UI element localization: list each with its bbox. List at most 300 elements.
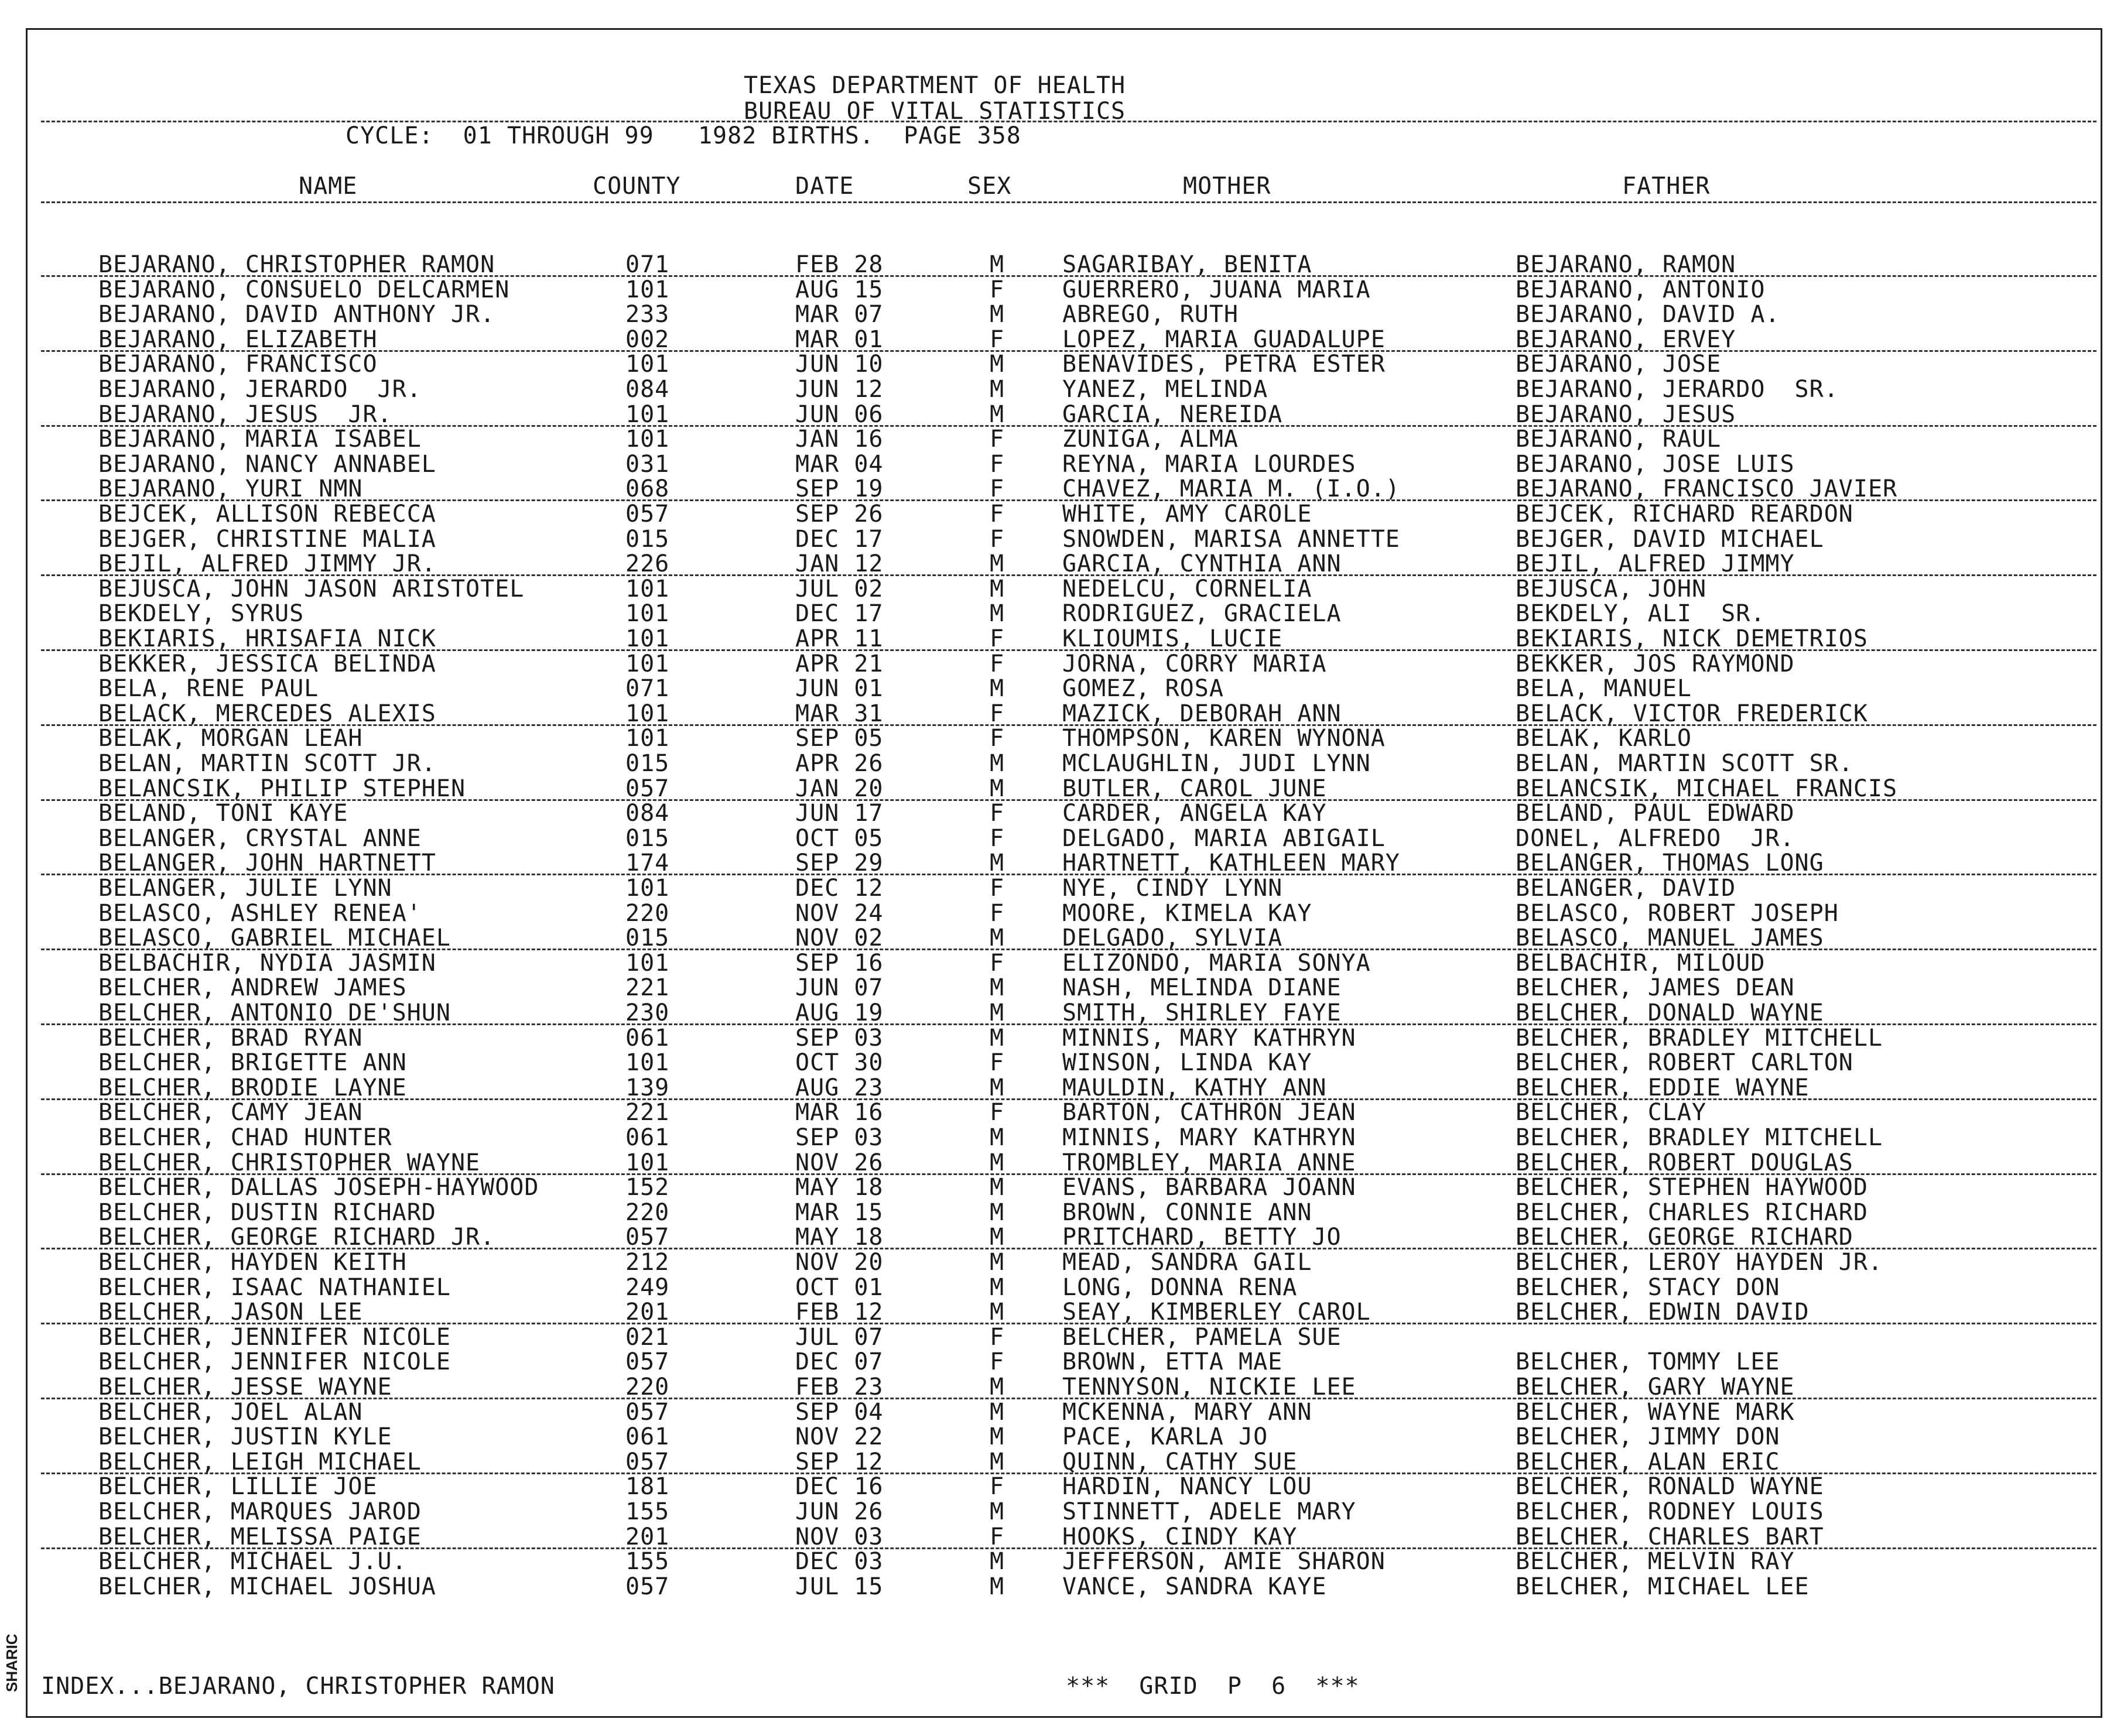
cell-name: BELASCO, GABRIEL MICHAEL (98, 925, 451, 952)
cell-father: BELCHER, LEROY HAYDEN JR. (1516, 1249, 1883, 1276)
cell-name: BELAK, MORGAN LEAH (98, 725, 363, 752)
cell-name: BELANGER, JOHN HARTNETT (98, 850, 436, 877)
cell-name: BELCHER, LILLIE JOE (98, 1473, 378, 1501)
cell-date: NOV 26 (795, 1149, 884, 1176)
cell-father: BELCHER, BRADLEY MITCHELL (1516, 1024, 1883, 1052)
cell-mother: MCLAUGHLIN, JUDI LYNN (1062, 750, 1371, 777)
table-row (0, 352, 2124, 377)
cell-mother: YANEZ, MELINDA (1062, 376, 1268, 403)
cell-mother: WHITE, AMY CAROLE (1062, 501, 1312, 528)
cell-county: 057 (625, 775, 670, 802)
cell-name: BELANGER, CRYSTAL ANNE (98, 824, 422, 852)
table-row (0, 727, 2124, 751)
cell-father: BEJARANO, RAMON (1516, 251, 1736, 278)
cell-name: BEJGER, CHRISTINE MALIA (98, 525, 436, 553)
cell-sex: F (990, 1348, 1005, 1376)
cell-county: 101 (625, 400, 670, 428)
cell-mother: BELCHER, PAMELA SUE (1062, 1323, 1342, 1351)
cell-father: BELCHER, RONALD WAYNE (1516, 1473, 1824, 1501)
cell-county: 174 (625, 850, 670, 877)
cell-sex: F (990, 1049, 1005, 1077)
table-row (0, 652, 2124, 677)
cell-sex: F (990, 725, 1005, 752)
cell-mother: NYE, CINDY LYNN (1062, 875, 1283, 902)
cell-county: 155 (625, 1548, 670, 1576)
cell-county: 233 (625, 301, 670, 328)
cell-mother: MINNIS, MARY KATHRYN (1062, 1024, 1356, 1052)
cell-sex: F (990, 426, 1005, 453)
cell-mother: BENAVIDES, PETRA ESTER (1062, 351, 1386, 378)
cell-mother: GARCIA, NEREIDA (1062, 400, 1283, 428)
cell-date: MAY 18 (795, 1224, 884, 1251)
cell-sex: M (990, 1374, 1005, 1401)
cell-mother: ABREGO, RUTH (1062, 301, 1239, 328)
cell-date: DEC 17 (795, 600, 884, 628)
cell-date: FEB 23 (795, 1374, 884, 1401)
cell-father: BELCHER, RODNEY LOUIS (1516, 1498, 1824, 1525)
cell-sex: M (990, 850, 1005, 877)
cell-name: BEKKER, JESSICA BELINDA (98, 650, 436, 677)
cell-county: 002 (625, 326, 670, 353)
cell-sex: F (990, 625, 1005, 652)
cell-name: BELCHER, JENNIFER NICOLE (98, 1348, 451, 1376)
cell-county: 101 (625, 276, 670, 303)
table-row (0, 328, 2124, 352)
cell-name: BELCHER, JOEL ALAN (98, 1398, 363, 1426)
cell-name: BELCHER, LEIGH MICHAEL (98, 1448, 422, 1475)
cell-county: 221 (625, 1099, 670, 1126)
cell-father: BEJUSCA, JOHN (1516, 575, 1707, 602)
cell-father: BELCHER, JAMES DEAN (1516, 974, 1795, 1002)
table-row (0, 502, 2124, 527)
cell-sex: M (990, 1224, 1005, 1251)
cell-date: DEC 12 (795, 875, 884, 902)
cell-sex: M (990, 376, 1005, 403)
bureau-title: BUREAU OF VITAL STATISTICS (744, 98, 1126, 125)
table-row (0, 851, 2124, 876)
cell-sex: F (990, 650, 1005, 677)
cell-mother: MAULDIN, KATHY ANN (1062, 1074, 1327, 1101)
cell-county: 212 (625, 1249, 670, 1276)
cell-date: MAR 01 (795, 326, 884, 353)
cell-sex: F (990, 475, 1005, 503)
table-row (0, 1176, 2124, 1200)
cell-sex: F (990, 800, 1005, 827)
cell-father: BELCHER, EDDIE WAYNE (1516, 1074, 1810, 1101)
cell-date: JAN 20 (795, 775, 884, 802)
cell-mother: LONG, DONNA RENA (1062, 1273, 1298, 1301)
cell-county: 101 (625, 1149, 670, 1176)
cell-county: 101 (625, 351, 670, 378)
cell-name: BELANCSIK, PHILIP STEPHEN (98, 775, 466, 802)
cell-county: 220 (625, 1199, 670, 1226)
cell-county: 101 (625, 575, 670, 602)
table-row (0, 1500, 2124, 1525)
cell-name: BELCHER, JUSTIN KYLE (98, 1423, 392, 1451)
cell-date: NOV 24 (795, 899, 884, 927)
cell-father: BELANCSIK, MICHAEL FRANCIS (1516, 775, 1898, 802)
cell-sex: F (990, 1099, 1005, 1126)
cell-date: APR 26 (795, 750, 884, 777)
table-row (0, 677, 2124, 701)
table-row (0, 1450, 2124, 1475)
cell-mother: MCKENNA, MARY ANN (1062, 1398, 1312, 1426)
cell-date: JUN 17 (795, 800, 884, 827)
table-row (0, 278, 2124, 303)
cell-sex: M (990, 1249, 1005, 1276)
cell-father: BEJGER, DAVID MICHAEL (1516, 525, 1824, 553)
cell-father: BEJARANO, JOSE (1516, 351, 1722, 378)
cell-father: BELCHER, EDWIN DAVID (1516, 1299, 1810, 1326)
cell-date: JUL 02 (795, 575, 884, 602)
table-row (0, 450, 2124, 478)
column-header-date: DATE (795, 173, 854, 200)
table-row (0, 303, 2124, 327)
cell-father: BELCHER, GARY WAYNE (1516, 1374, 1795, 1401)
table-row (0, 400, 2124, 428)
cell-father: BELCHER, ALAN ERIC (1516, 1448, 1780, 1475)
cell-date: JUN 07 (795, 974, 884, 1002)
cell-date: JAN 16 (795, 426, 884, 453)
cell-sex: M (990, 1273, 1005, 1301)
cell-father: BELCHER, JIMMY DON (1516, 1423, 1780, 1451)
cell-name: BEKIARIS, HRISAFIA NICK (98, 625, 436, 652)
cell-county: 061 (625, 1024, 670, 1052)
cell-sex: F (990, 949, 1005, 977)
cell-mother: DELGADO, MARIA ABIGAIL (1062, 824, 1386, 852)
cell-sex: M (990, 1174, 1005, 1201)
table-row (0, 1425, 2124, 1450)
cell-county: 226 (625, 550, 670, 578)
cell-father: BELCHER, ROBERT CARLTON (1516, 1049, 1853, 1077)
cell-sex: F (990, 450, 1005, 478)
cell-name: BEJARANO, YURI NMN (98, 475, 363, 503)
cell-mother: DELGADO, SYLVIA (1062, 925, 1283, 952)
table-row (0, 1076, 2124, 1101)
cell-father: BELANGER, THOMAS LONG (1516, 850, 1824, 877)
cell-mother: RODRIGUEZ, GRACIELA (1062, 600, 1342, 628)
cell-name: BELCHER, CHAD HUNTER (98, 1124, 392, 1151)
cell-county: 181 (625, 1473, 670, 1501)
cell-sex: M (990, 974, 1005, 1002)
cell-name: BELCHER, DUSTIN RICHARD (98, 1199, 436, 1226)
cell-mother: SAGARIBAY, BENITA (1062, 251, 1312, 278)
table-row (0, 951, 2124, 976)
cell-sex: M (990, 1124, 1005, 1151)
cell-date: MAR 04 (795, 450, 884, 478)
cell-mother: BROWN, ETTA MAE (1062, 1348, 1283, 1376)
table-row (0, 976, 2124, 1001)
cell-father: BELAK, KARLO (1516, 725, 1692, 752)
cell-mother: NASH, MELINDA DIANE (1062, 974, 1342, 1002)
table-row (0, 1525, 2124, 1550)
cell-date: JUN 26 (795, 1498, 884, 1525)
cell-county: 061 (625, 1124, 670, 1151)
table-row (0, 1101, 2124, 1125)
cell-sex: M (990, 750, 1005, 777)
table-row (0, 1151, 2124, 1176)
cell-date: JUL 15 (795, 1573, 884, 1600)
cell-mother: MAZICK, DEBORAH ANN (1062, 700, 1342, 727)
cell-name: BEJIL, ALFRED JIMMY JR. (98, 550, 436, 578)
cell-sex: M (990, 600, 1005, 628)
cell-date: JUL 07 (795, 1323, 884, 1351)
cell-sex: M (990, 251, 1005, 278)
cell-mother: GUERRERO, JUANA MARIA (1062, 276, 1371, 303)
table-row (0, 777, 2124, 802)
cell-name: BELCHER, BRAD RYAN (98, 1024, 363, 1052)
cell-county: 101 (625, 650, 670, 677)
cell-sex: F (990, 899, 1005, 927)
cell-name: BELCHER, ANTONIO DE'SHUN (98, 999, 451, 1026)
cell-date: MAR 07 (795, 301, 884, 328)
table-row (0, 1300, 2124, 1325)
cell-father: BELACK, VICTOR FREDERICK (1516, 700, 1868, 727)
cell-father: BEJARANO, FRANCISCO JAVIER (1516, 475, 1898, 503)
cell-father: BEJARANO, RAUL (1516, 426, 1722, 453)
table-row (0, 1001, 2124, 1026)
cell-date: JUN 10 (795, 351, 884, 378)
cell-mother: ELIZONDO, MARIA SONYA (1062, 949, 1371, 977)
cell-sex: M (990, 1498, 1005, 1525)
cell-sex: M (990, 1548, 1005, 1576)
cell-father: BELCHER, DONALD WAYNE (1516, 999, 1824, 1026)
cell-county: 057 (625, 1448, 670, 1475)
cell-name: BEJARANO, FRANCISCO (98, 351, 378, 378)
cell-county: 061 (625, 1423, 670, 1451)
table-row (0, 752, 2124, 776)
cell-sex: M (990, 1199, 1005, 1226)
cell-county: 057 (625, 1224, 670, 1251)
cell-date: MAR 31 (795, 700, 884, 727)
cell-date: MAR 15 (795, 1199, 884, 1226)
cell-sex: M (990, 675, 1005, 703)
cell-county: 220 (625, 1374, 670, 1401)
cell-date: AUG 19 (795, 999, 884, 1026)
cell-father: BELCHER, CHARLES BART (1516, 1523, 1824, 1550)
cycle-line: CYCLE: 01 THROUGH 99 1982 BIRTHS. PAGE 358 (346, 122, 1021, 149)
cell-county: 068 (625, 475, 670, 503)
cell-name: BELCHER, MICHAEL JOSHUA (98, 1573, 436, 1600)
cell-date: DEC 03 (795, 1548, 884, 1576)
column-header-name: NAME (299, 173, 358, 200)
cell-county: 101 (625, 949, 670, 977)
cell-name: BEJCEK, ALLISON REBECCA (98, 501, 436, 528)
table-row (0, 1350, 2124, 1375)
table-row (0, 1575, 2124, 1600)
cell-name: BEJARANO, JESUS JR. (98, 400, 392, 428)
cell-date: APR 21 (795, 650, 884, 677)
cell-father: BELCHER, STEPHEN HAYWOOD (1516, 1174, 1868, 1201)
cell-county: 071 (625, 251, 670, 278)
table-row (0, 802, 2124, 826)
cell-date: NOV 03 (795, 1523, 884, 1550)
cell-mother: CHAVEZ, MARIA M. (I.O.) (1062, 475, 1400, 503)
cell-date: APR 11 (795, 625, 884, 652)
table-row (0, 552, 2124, 577)
table-row (0, 253, 2124, 278)
cell-date: SEP 16 (795, 949, 884, 977)
cell-county: 249 (625, 1273, 670, 1301)
cell-name: BELCHER, MELISSA PAIGE (98, 1523, 422, 1550)
cell-county: 015 (625, 925, 670, 952)
cell-name: BELA, RENE PAUL (98, 675, 319, 703)
cell-county: 057 (625, 1348, 670, 1376)
cell-date: FEB 12 (795, 1299, 884, 1326)
cell-date: DEC 16 (795, 1473, 884, 1501)
cell-date: SEP 03 (795, 1124, 884, 1151)
cell-father: BELCHER, GEORGE RICHARD (1516, 1224, 1853, 1251)
cell-date: DEC 17 (795, 525, 884, 553)
cell-date: JUN 01 (795, 675, 884, 703)
cell-county: 101 (625, 875, 670, 902)
cell-sex: F (990, 824, 1005, 852)
cell-sex: M (990, 1074, 1005, 1101)
cell-mother: WINSON, LINDA KAY (1062, 1049, 1312, 1077)
cell-mother: TROMBLEY, MARIA ANNE (1062, 1149, 1356, 1176)
table-row (0, 1375, 2124, 1400)
cell-county: 084 (625, 376, 670, 403)
cell-father: BELCHER, ROBERT DOUGLAS (1516, 1149, 1853, 1176)
cell-county: 101 (625, 426, 670, 453)
cell-sex: M (990, 550, 1005, 578)
cell-county: 071 (625, 675, 670, 703)
cell-mother: LOPEZ, MARIA GUADALUPE (1062, 326, 1386, 353)
cell-father: BEJCEK, RICHARD REARDON (1516, 501, 1853, 528)
cell-county: 201 (625, 1299, 670, 1326)
cell-date: DEC 07 (795, 1348, 884, 1376)
cell-mother: PRITCHARD, BETTY JO (1062, 1224, 1342, 1251)
table-row (0, 1273, 2124, 1301)
cell-name: BELACK, MERCEDES ALEXIS (98, 700, 436, 727)
cell-father: BEKKER, JOS RAYMOND (1516, 650, 1795, 677)
cell-date: SEP 04 (795, 1398, 884, 1426)
cell-father: BEJARANO, JESUS (1516, 400, 1736, 428)
cell-county: 015 (625, 525, 670, 553)
table-row (0, 1026, 2124, 1051)
cell-mother: GOMEZ, ROSA (1062, 675, 1224, 703)
cell-date: OCT 05 (795, 824, 884, 852)
cell-father: BELCHER, MELVIN RAY (1516, 1548, 1795, 1576)
cell-name: BELCHER, GEORGE RICHARD JR. (98, 1224, 495, 1251)
cell-mother: TENNYSON, NICKIE LEE (1062, 1374, 1356, 1401)
cell-name: BELASCO, ASHLEY RENEA' (98, 899, 422, 927)
table-row (0, 899, 2124, 927)
cell-father: BELCHER, TOMMY LEE (1516, 1348, 1780, 1376)
cell-date: SEP 29 (795, 850, 884, 877)
table-row (0, 1323, 2124, 1351)
cell-sex: F (990, 501, 1005, 528)
table-row (0, 1251, 2124, 1275)
table-row (0, 702, 2124, 727)
cell-father: BELCHER, CLAY (1516, 1099, 1707, 1126)
cell-mother: QUINN, CATHY SUE (1062, 1448, 1298, 1475)
table-row (0, 876, 2124, 901)
cell-sex: M (990, 1573, 1005, 1600)
table-row (0, 1126, 2124, 1151)
cell-mother: VANCE, SANDRA KAYE (1062, 1573, 1327, 1600)
cell-mother: EVANS, BARBARA JOANN (1062, 1174, 1356, 1201)
cell-date: SEP 26 (795, 501, 884, 528)
cell-name: BELANGER, JULIE LYNN (98, 875, 392, 902)
cell-mother: BUTLER, CAROL JUNE (1062, 775, 1327, 802)
side-label: SHARIC (3, 1634, 20, 1692)
cell-sex: M (990, 1299, 1005, 1326)
cell-date: OCT 30 (795, 1049, 884, 1077)
cell-mother: CARDER, ANGELA KAY (1062, 800, 1327, 827)
table-row (0, 477, 2124, 502)
cell-mother: STINNETT, ADELE MARY (1062, 1498, 1356, 1525)
cell-father: BELBACHIR, MILOUD (1516, 949, 1766, 977)
cell-name: BEJARANO, MARIA ISABEL (98, 426, 422, 453)
cell-date: NOV 20 (795, 1249, 884, 1276)
cell-sex: M (990, 301, 1005, 328)
cell-father: BEJARANO, ANTONIO (1516, 276, 1766, 303)
cell-name: BELAN, MARTIN SCOTT JR. (98, 750, 436, 777)
cell-sex: M (990, 999, 1005, 1026)
column-header-sex: SEX (967, 173, 1012, 200)
cell-date: NOV 22 (795, 1423, 884, 1451)
cell-sex: F (990, 875, 1005, 902)
cell-mother: HARTNETT, KATHLEEN MARY (1062, 850, 1400, 877)
cell-father: BEJARANO, JERARDO SR. (1516, 376, 1839, 403)
cell-sex: F (990, 700, 1005, 727)
cell-father: BELASCO, MANUEL JAMES (1516, 925, 1824, 952)
cell-father: BEKIARIS, NICK DEMETRIOS (1516, 625, 1868, 652)
table-row (0, 378, 2124, 402)
cell-father: BEJARANO, DAVID A. (1516, 301, 1780, 328)
cell-mother: MEAD, SANDRA GAIL (1062, 1249, 1312, 1276)
cell-county: 230 (625, 999, 670, 1026)
cell-date: JUN 06 (795, 400, 884, 428)
cell-date: MAR 16 (795, 1099, 884, 1126)
cell-sex: F (990, 1523, 1005, 1550)
cell-county: 021 (625, 1323, 670, 1351)
cell-sex: M (990, 400, 1005, 428)
cell-name: BELCHER, BRIGETTE ANN (98, 1049, 407, 1077)
cell-date: OCT 01 (795, 1273, 884, 1301)
cell-date: FEB 28 (795, 251, 884, 278)
table-row (0, 577, 2124, 602)
cell-father: BELASCO, ROBERT JOSEPH (1516, 899, 1839, 927)
cell-mother: HOOKS, CINDY KAY (1062, 1523, 1298, 1550)
column-header-county: COUNTY (593, 173, 681, 200)
table-row (0, 1398, 2124, 1426)
cell-father: BELCHER, WAYNE MARK (1516, 1398, 1795, 1426)
table-row (0, 1051, 2124, 1076)
cell-name: BELCHER, JESSE WAYNE (98, 1374, 392, 1401)
cell-sex: F (990, 525, 1005, 553)
grid-label: *** GRID P 6 *** (1066, 1673, 1360, 1700)
cell-county: 084 (625, 800, 670, 827)
column-header-mother: MOTHER (1183, 173, 1271, 200)
cell-name: BEJARANO, NANCY ANNABEL (98, 450, 436, 478)
cell-county: 015 (625, 824, 670, 852)
cell-sex: M (990, 1448, 1005, 1475)
column-header-father: FATHER (1622, 173, 1711, 200)
cell-name: BELBACHIR, NYDIA JASMIN (98, 949, 436, 977)
cell-sex: F (990, 326, 1005, 353)
cell-father: BEJIL, ALFRED JIMMY (1516, 550, 1795, 578)
cell-mother: REYNA, MARIA LOURDES (1062, 450, 1356, 478)
cell-county: 155 (625, 1498, 670, 1525)
cell-name: BELCHER, ANDREW JAMES (98, 974, 407, 1002)
cell-county: 101 (625, 600, 670, 628)
cell-father: BELCHER, BRADLEY MITCHELL (1516, 1124, 1883, 1151)
cell-name: BELCHER, ISAAC NATHANIEL (98, 1273, 451, 1301)
cell-county: 201 (625, 1523, 670, 1550)
cell-date: AUG 23 (795, 1074, 884, 1101)
